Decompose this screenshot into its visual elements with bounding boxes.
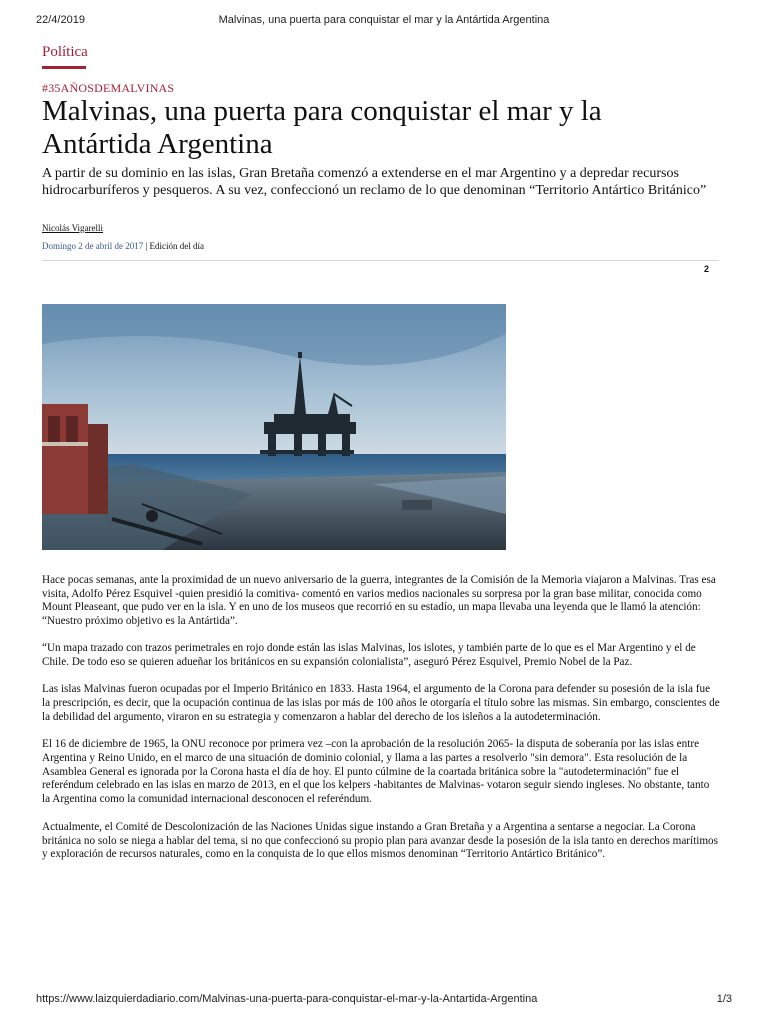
body-paragraph: Hace pocas semanas, ante la proximidad de un nuevo aniversario de la guerra, integrantes de la Comisión de la Memoria viajaron a Malvinas. Tras esa visita, Adolfo Pérez Esquivel -quien presidió la comitiva- comentó en varios medios nacionales su sorpresa por la gran base militar, conocida como Mount Pleaseant, que pudo ver en la isla. Y en uno de los museos que recorrió en su estadío, un mapa llevaba una leyenda que le llamó la atención: “Nuestro próximo objetivo es la Antártida”. xyxy=(42,574,716,628)
article-headline: Malvinas, una puerta para conquistar el mar y la Antártida Argentina xyxy=(42,95,602,160)
publish-date-link[interactable]: Domingo 2 de abril de 2017 xyxy=(42,241,144,251)
edition-label: | Edición del día xyxy=(145,241,205,251)
article-photo xyxy=(42,304,506,550)
hashtag-link[interactable]: #35AÑOSDEMALVINAS xyxy=(42,81,175,95)
divider xyxy=(42,260,719,261)
print-date: 22/4/2019 xyxy=(36,14,85,26)
body-paragraph: El 16 de diciembre de 1965, la ONU reconoce por primera vez –con la aprobación de la resolución 2065- la disputa de soberanía por las islas entre Argentina y Reino Unido, en el marco de una situación de dominio colonial, y llama a las partes a resolverlo "sin demora". Esta resolución de la Asamblea General es ignorada por la Corona hasta el día de hoy. El punto cúlmine de la coartada británica sobre la "autodeterminación" fue el referéndum celebrado en las islas en marzo de 2013, en el que los kelpers -habitantes de Malvinas- votaron seguir siendo ingleses. No obstante, tanto la Argentina como la comunidad internacional desconocen el referéndum. xyxy=(42,738,710,806)
print-header xyxy=(0,14,768,30)
body-paragraph: Las islas Malvinas fueron ocupadas por el Imperio Británico en 1833. Hasta 1964, el argumento de la Corona para defender su posesión de la isla fue la prescripción, es decir, que la ocupación continua de las islas por más de 100 años le otorgaría el título sobre las mismas. Sin embargo, conscientes de la debilidad del argumento, viraron en su estrategia y comenzaron a hablar del derecho de los isleños a la autodeterminación. xyxy=(42,683,720,723)
section-link[interactable]: Política xyxy=(42,44,88,60)
print-footer xyxy=(0,993,768,1009)
body-paragraph: Actualmente, el Comité de Descolonización de las Naciones Unidas sigue instando a Gran Bretaña y a Argentina a sentarse a negociar. La Corona británica no solo se niega a hablar del tema, si no que confeccionó su propio plan para avanzar desde la posesión de la isla tanto en derechos marítimos y exploración de recursos naturales, como en la conquista de lo que ellos mismos denominan “Territorio Antártico Británico”. xyxy=(42,820,718,861)
share-count: 2 xyxy=(704,264,710,274)
article-body xyxy=(42,574,720,875)
print-title: Malvinas, una puerta para conquistar el mar y la Antártida Argentina xyxy=(218,14,550,26)
author-link[interactable]: Nicolás Vigarelli xyxy=(42,223,104,233)
dateline xyxy=(42,241,204,251)
article-lede: A partir de su dominio en las islas, Gran Bretaña comenzó a extenderse en el mar Argentino y a depredar recursos hidrocarburíferos y pesqueros. A su vez, confeccionó un reclamo de lo que denominan “Territorio Antártico Británico” xyxy=(42,166,707,198)
body-paragraph: “Un mapa trazado con trazos perimetrales en rojo donde están las islas Malvinas, los islotes, y también parte de lo que es el Mar Argentino y el de Chile. De todo eso se quieren adueñar los británicos en su expansión colonialista”, aseguró Pérez Esquivel, Premio Nobel de la Paz. xyxy=(42,641,696,668)
print-url: https://www.laizquierdadiario.com/Malvinas-una-puerta-para-conquistar-el-mar-y-la-Antartida-Argentina xyxy=(36,993,538,1005)
print-page-number: 1/3 xyxy=(716,993,732,1005)
oil-rig-photo xyxy=(42,304,506,550)
section-underline xyxy=(42,66,86,69)
